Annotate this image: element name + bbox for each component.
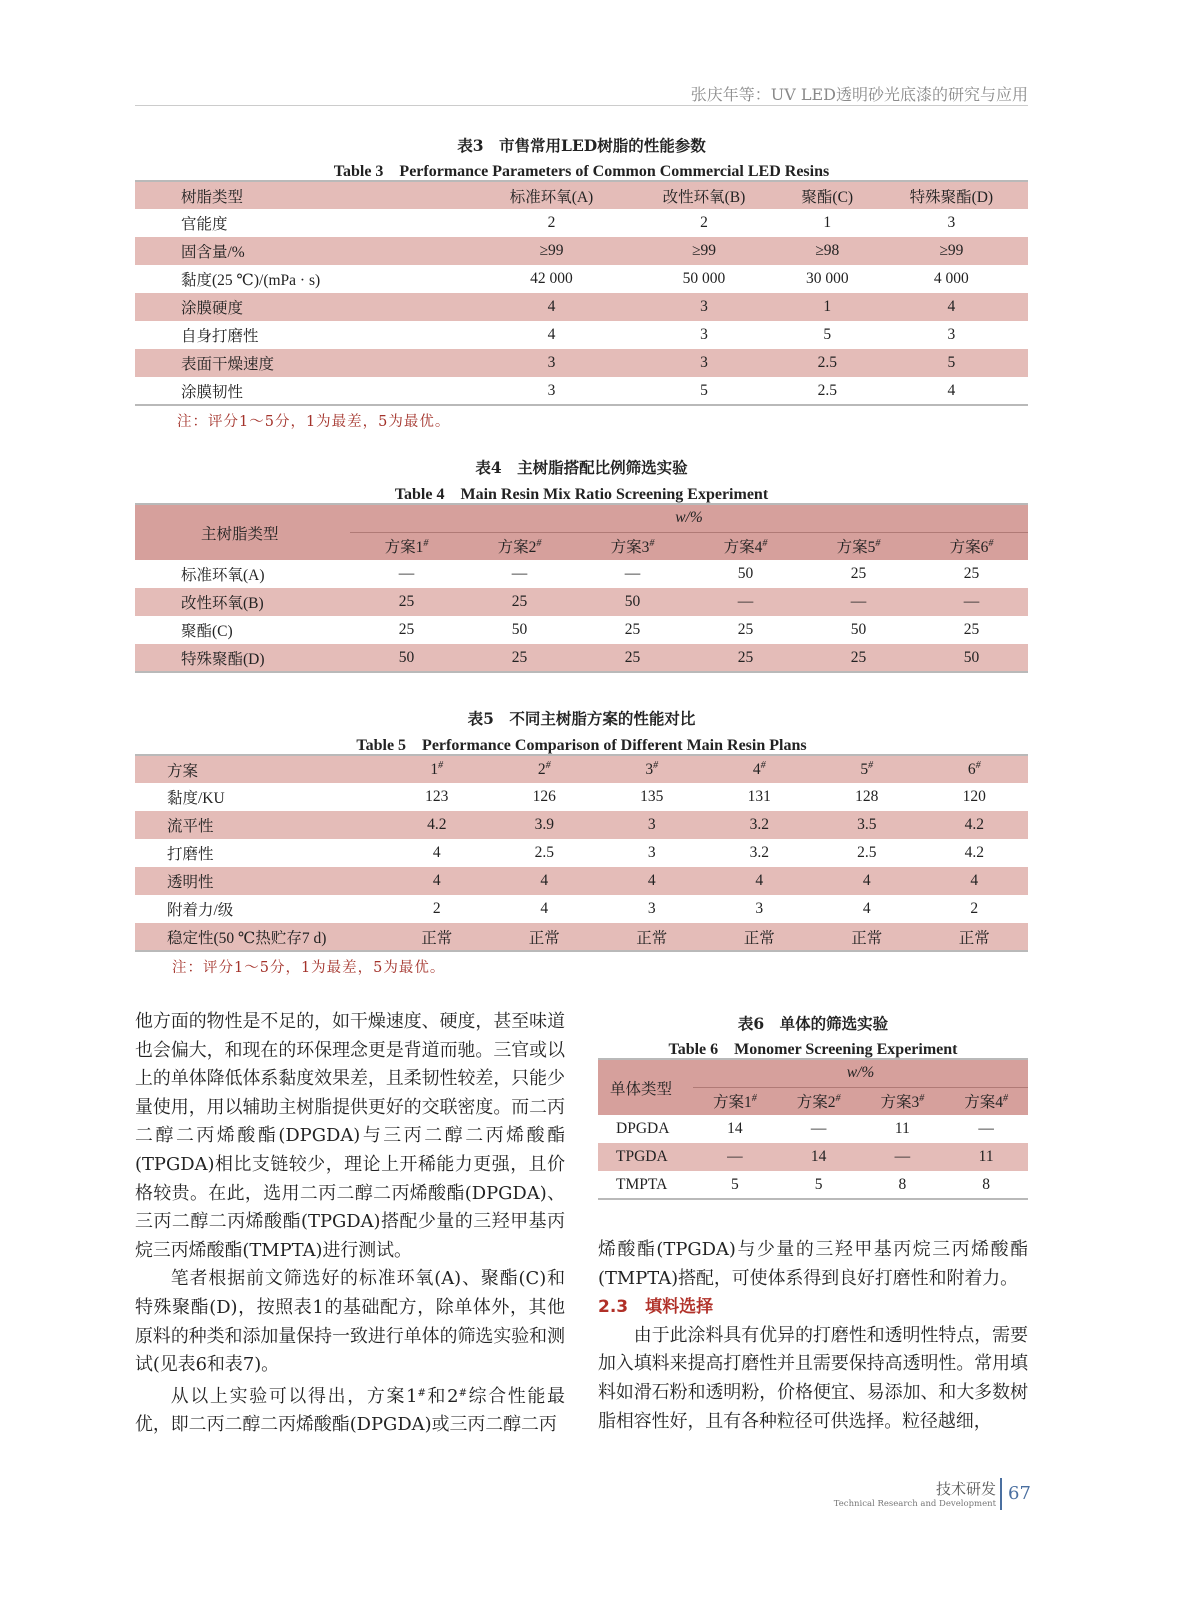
paragraph: 烯酸酯(TPGDA)与少量的三羟甲基丙烷三丙烯酸酯(TMPTA)搭配，可使体系得到良好打磨性和附着力。 [598,1239,1028,1289]
table-cell: — [802,588,915,616]
table3 [135,180,1028,406]
table-cell: 5 [731,1175,739,1193]
column-header [944,1087,1028,1115]
superscript: # [1003,1093,1008,1105]
table-cell: 11 [894,1120,910,1137]
table-cell: TPGDA [598,1143,693,1171]
column-label: 方案4 [964,1094,1003,1112]
column-label: 方案2 [796,1094,836,1112]
table-cell: DPGDA [616,1120,670,1137]
table-cell: 25 [737,621,754,638]
table-cell: 25 [689,644,802,672]
table-cell: 25 [850,565,867,582]
table-cell: 4 [947,381,956,399]
table6 [598,1058,1028,1200]
superscript: # [545,760,551,771]
table4-title-en: Table 4 Main Resin Mix Ratio Screening Experiment [394,486,769,503]
body-right-column [598,1236,1028,1436]
table-cell: 25 [350,588,463,616]
table3-title-cn: 表3 市售常用LED树脂的性能参数 [457,136,706,155]
table-cell: 25 [963,565,980,582]
column-label: 5 [860,761,869,778]
table-cell: 涂膜韧性 [181,383,244,401]
column-header [576,532,689,560]
table-cell: 3 [947,214,956,231]
table-cell: 4.2 [921,811,1029,839]
table-row [598,1143,1028,1171]
column-label: 方案4 [723,539,763,557]
table5-note: 注：评分1～5分，1为最差，5为最优。 [172,960,446,976]
table-cell: 3 [755,900,764,917]
table-cell: 120 [962,788,986,805]
table-cell: 聚酯(C) [181,623,233,640]
table-row [135,616,1028,644]
table-cell: 特殊聚酯(D) [135,644,350,672]
table-cell: 4 [491,867,599,895]
table-cell: 4 [383,867,491,895]
table-cell: 3 [628,349,780,377]
header-row [135,181,1028,209]
table-cell: 50 [850,621,867,638]
column-label: 3 [645,761,654,778]
column-header [350,532,463,560]
column-header [813,755,921,783]
table-cell: 50 [511,621,528,638]
table-cell: 4 000 [933,270,969,287]
header-row [135,504,1028,532]
table-cell: 2 [700,214,708,231]
table-row [135,237,1028,265]
table-cell: 8 [982,1175,990,1193]
table-cell: 50 000 [682,270,726,287]
table-cell: 42 000 [530,270,573,287]
table-cell: — [398,565,415,582]
page-number: 67 [1008,1483,1031,1504]
table-cell: 表面干燥速度 [135,349,475,377]
table-cell: 5 [823,326,832,343]
column-label: 方案1 [712,1094,752,1112]
table-cell: 2 [970,900,979,917]
table-cell: 4.2 [383,811,491,839]
table-cell: 25 [624,621,641,638]
table-cell: 涂膜硬度 [135,293,475,321]
table-cell: 4.2 [964,844,984,861]
table-cell: 4 [475,293,628,321]
table3-note: 注：评分1～5分，1为最差，5为最优。 [177,414,451,430]
table-cell: 标准环氧(A) [181,567,265,584]
column-header [861,1087,945,1115]
table-cell: 25 [963,621,980,638]
column-header [693,1087,777,1115]
table-cell: — [915,588,1028,616]
table-cell: 3 [598,811,706,839]
paragraph: 由于此涂料具有优异的打磨性和透明性特点，需要加入填料来提高打磨性并且需要保持高透明性。常用填料如滑石粉和透明粉，价格便宜、易添加、和大多数树脂相容性好，且有各种粒径可供选择。粒径越细， [598,1324,1028,1432]
table-cell: TMPTA [616,1175,668,1193]
paragraph [135,1380,565,1440]
column-label: 2 [537,761,546,778]
table-cell: 25 [398,621,415,638]
table3-title-en: Table 3 Performance Parameters of Common Commercial LED Resins [333,163,830,180]
table-cell: 4 [547,326,556,343]
superscript: # [423,538,429,550]
table-row [135,811,1028,839]
table-cell: 黏度(25 ℃)/(mPa · s) [181,272,321,289]
body-left-column [135,1008,565,1440]
superscript: # [653,760,659,771]
superscript: # [762,538,768,550]
table-cell: 3 [947,326,956,343]
column-label: 6 [967,761,976,778]
table-cell: 126 [532,788,556,805]
table-cell: 3 [475,349,628,377]
table-row [135,349,1028,377]
row-header: 单体类型 [598,1059,693,1115]
table-cell: 3.9 [491,811,599,839]
column-label: 4 [752,761,761,778]
superscript: # [438,760,444,771]
superscript: # [835,1093,841,1105]
table-cell: ≥99 [875,237,1028,265]
table-cell: 正常 [491,923,599,951]
table4-title-cn: 表4 主树脂搭配比例筛选实验 [475,458,688,477]
superscript: # [868,760,874,771]
table-cell: 4 [432,844,441,861]
table-cell: — [978,1120,994,1137]
column-header [383,755,491,783]
footer-divider [1000,1478,1002,1510]
table-cell: 131 [747,788,771,805]
table-cell: 正常 [598,923,706,951]
running-title: 张庆年等：UV LED透明砂光底漆的研究与应用 [690,85,1028,104]
table-cell: 附着力/级 [167,902,234,919]
column-header [463,532,576,560]
table-cell: 8 [898,1175,907,1193]
table-row [135,293,1028,321]
table-cell: 123 [425,788,449,805]
group-header: w/% [693,1059,1028,1087]
footer-section-en: Technical Research and Development [833,1499,996,1509]
column-header: 标准环氧(A) [475,181,628,209]
column-label: 方案6 [949,539,989,557]
superscript: # [875,538,881,550]
table-cell: 2 [547,214,556,231]
table5-title-en: Table 5 Performance Comparison of Different Main Resin Plans [356,737,807,754]
sup: # [458,1387,467,1399]
table-cell: 128 [855,788,879,805]
table-cell: 4 [862,900,871,917]
table-cell: 黏度/KU [167,790,225,807]
table-cell: 2.5 [857,844,877,861]
table-cell: 50 [576,588,689,616]
table-cell: 流平性 [135,811,383,839]
table-row [135,588,1028,616]
table-cell: 25 [576,644,689,672]
table-cell: 3.5 [813,811,921,839]
table-row [598,1171,1028,1199]
table-cell: 3.2 [706,811,814,839]
table-cell: 3 [647,844,656,861]
table-cell: — [511,565,528,582]
header-row [598,1059,1028,1087]
table-row [135,321,1028,349]
table-cell: 25 [463,588,576,616]
column-header [921,755,1029,783]
group-header: w/% [350,504,1028,532]
column-header [802,532,915,560]
table-cell: 50 [915,644,1028,672]
table-cell: 3 [647,900,656,917]
table-cell: — [693,1143,777,1171]
footer-section-cn: 技术研发 [935,1480,996,1498]
table-cell: 25 [463,644,576,672]
table-cell: 正常 [383,923,491,951]
column-header [777,1087,861,1115]
header-row [135,755,1028,783]
table-cell: 5 [814,1175,823,1193]
table-cell: 11 [944,1143,1028,1171]
table-cell: 14 [777,1143,861,1171]
table-row [135,377,1028,405]
paragraph: 笔者根据前文筛选好的标准环氧(A)、聚酯(C)和特殊聚酯(D)，按照表1的基础配方，除单体外，其他原料的种类和添加量保持一致进行单体的筛选实验和测试(见表6和表7)。 [135,1268,565,1376]
table-cell: 4 [813,867,921,895]
paragraph: 他方面的物性是不足的，如干燥速度、硬度，甚至味道也会偏大，和现在的环保理念更是背道而驰。三官或以上的单体降低体系黏度效果差，且柔韧性较差，只能少量使用，用以辅助主树脂提供更好的交联密度。而二丙二醇二丙烯酸酯(DPGDA)与三丙二醇二丙烯酸酯(TPGDA)相比支链较少，理论上开稀能力更强，且价格较贵。在此，选用二丙二醇二丙烯酸酯(DPGDA)、三丙二醇二丙烯酸酯(TPGDA)搭配少量的三羟甲基丙烷三丙烯酸酯(TMPTA)进行测试。 [135,1011,565,1261]
table5 [135,754,1028,952]
table-cell: ≥99 [475,237,628,265]
table-cell: 2.5 [780,349,875,377]
table-cell: 2.5 [534,844,554,861]
table-cell: 14 [727,1120,743,1137]
column-label: 方案3 [610,539,650,557]
table-cell: — [861,1143,945,1171]
table-cell: — [810,1120,827,1137]
column-label: 方案5 [836,539,876,557]
table-cell: 2 [432,900,441,917]
table-cell: 4 [598,867,706,895]
table-cell: 4 [875,293,1028,321]
table-cell: 打磨性 [167,846,214,863]
superscript: # [988,538,994,550]
table-cell: 改性环氧(B) [135,588,350,616]
table-cell: 正常 [813,923,921,951]
text: 和2 [425,1385,459,1407]
table-cell: 135 [640,788,664,805]
table-row [135,265,1028,293]
column-label: 方案1 [384,539,424,557]
table-row [135,895,1028,923]
superscript: # [751,1093,757,1105]
table-row [135,839,1028,867]
table-cell: 固含量/% [135,237,475,265]
table-cell: 正常 [706,923,814,951]
table-cell: 5 [700,381,708,399]
table-cell: 稳定性(50 ℃热贮存7 d) [135,923,383,951]
table4 [135,503,1028,673]
superscript: # [649,538,655,550]
table-row [135,209,1028,237]
table-row [135,644,1028,672]
table-cell: 50 [737,565,754,582]
table-cell: 正常 [921,923,1029,951]
column-header: 特殊聚酯(D) [875,181,1028,209]
table-cell: 3 [700,326,708,343]
superscript: # [760,760,766,771]
table-cell: 50 [350,644,463,672]
table-cell: ≥99 [628,237,780,265]
table-cell: — [689,588,802,616]
section-heading: 2.3 填料选择 [598,1297,714,1318]
column-header [915,532,1028,560]
table-cell: 4 [540,900,549,917]
superscript: # [975,760,981,771]
row-header: 方案 [135,755,383,783]
table-cell: ≥98 [780,237,875,265]
table-cell: 透明性 [135,867,383,895]
table-row [135,923,1028,951]
column-header [491,755,599,783]
table-row [135,783,1028,811]
table-cell: 自身打磨性 [181,328,259,345]
table-row [135,867,1028,895]
table-cell: 4 [706,867,814,895]
header-rule [135,105,1028,106]
column-label: 方案2 [497,539,537,557]
table-cell: 3 [628,293,780,321]
table-row [598,1115,1028,1143]
text: 从以上实验可以得出，方案1 [170,1385,418,1407]
column-header: 改性环氧(B) [628,181,780,209]
table-cell: 3.2 [749,844,769,861]
superscript: # [536,538,542,550]
table-cell: 5 [875,349,1028,377]
table-cell: 4 [921,867,1029,895]
table-cell: 1 [823,214,832,231]
table6-title-cn: 表6 单体的筛选实验 [737,1014,889,1033]
text: 综合性能最优，即二丙二醇二丙烯酸酯(DPGDA)或三丙二醇二丙 [135,1385,565,1436]
table-cell: 1 [780,293,875,321]
sup: # [417,1387,426,1399]
table5-title-cn: 表5 不同主树脂方案的性能对比 [467,709,696,728]
table-cell: 2.5 [817,381,837,399]
table-cell: — [624,565,641,582]
table-cell: 官能度 [181,216,228,233]
column-header: 树脂类型 [135,181,475,209]
row-header: 主树脂类型 [135,504,350,560]
column-header: 聚酯(C) [780,181,875,209]
column-label: 方案3 [880,1094,920,1112]
column-header [706,755,814,783]
table-cell: 30 000 [805,270,849,287]
table-row [135,560,1028,588]
table6-title-en: Table 6 Monomer Screening Experiment [668,1041,958,1058]
superscript: # [919,1093,925,1105]
column-label: 1 [430,761,439,778]
table-cell: 25 [802,644,915,672]
column-header [598,755,706,783]
table-cell: 3 [547,381,556,399]
column-header [689,532,802,560]
